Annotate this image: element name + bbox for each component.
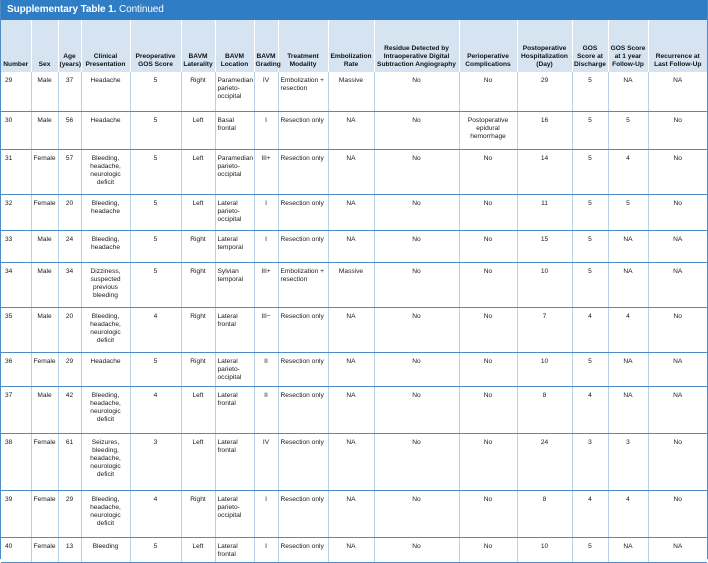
table-cell: Resection only	[278, 352, 328, 386]
table-cell: Male	[31, 307, 58, 352]
table-cell: 5	[130, 230, 181, 262]
table-cell: 5	[608, 194, 648, 230]
table-cell: 42	[58, 386, 81, 433]
table-cell: Paramedian parieto-occipital	[215, 149, 254, 194]
table-cell: Resection only	[278, 386, 328, 433]
table-cell: 8	[517, 386, 572, 433]
table-cell: No	[459, 149, 517, 194]
table-row	[1, 433, 707, 490]
table-cell: Female	[31, 352, 58, 386]
table-cell: Postoperative epidural hemorrhage	[459, 111, 517, 149]
table-row	[1, 262, 707, 307]
table-cell: Female	[31, 433, 58, 490]
data-table	[1, 20, 707, 563]
table-cell: 24	[517, 433, 572, 490]
table-cell: No	[459, 262, 517, 307]
table-cell: IV	[254, 433, 278, 490]
table-cell: 5	[130, 194, 181, 230]
table-cell: NA	[648, 386, 707, 433]
table-cell: Lateral frontal	[215, 537, 254, 562]
table-cell: 3	[130, 433, 181, 490]
table-cell: 14	[517, 149, 572, 194]
table-cell: Right	[181, 490, 215, 537]
column-header: GOS Score at 1 year Follow-Up	[608, 20, 648, 72]
table-cell: 4	[572, 386, 608, 433]
table-cell: Sylvian temporal	[215, 262, 254, 307]
table-row	[1, 230, 707, 262]
table-cell: No	[648, 149, 707, 194]
table-cell: 30	[1, 111, 31, 149]
header-row	[1, 20, 707, 72]
table-cell: Right	[181, 352, 215, 386]
table-header	[1, 20, 707, 72]
table-cell: Lateral parieto-occipital	[215, 490, 254, 537]
table-cell: NA	[608, 262, 648, 307]
table-cell: Right	[181, 307, 215, 352]
table-cell: 16	[517, 111, 572, 149]
table-cell: NA	[328, 386, 374, 433]
table-cell: No	[374, 433, 459, 490]
table-title-label: Supplementary Table 1.	[7, 4, 117, 15]
table-cell: 5	[130, 111, 181, 149]
table-cell: 29	[58, 352, 81, 386]
table-cell: II	[254, 352, 278, 386]
table-cell: II	[254, 386, 278, 433]
table-cell: 29	[517, 72, 572, 111]
table-cell: 3	[608, 433, 648, 490]
table-cell: 4	[130, 307, 181, 352]
table-row	[1, 194, 707, 230]
table-cell: NA	[648, 262, 707, 307]
table-cell: 10	[517, 537, 572, 562]
table-cell: 35	[1, 307, 31, 352]
table-cell: Resection only	[278, 149, 328, 194]
table-cell: NA	[328, 490, 374, 537]
table-cell: NA	[328, 149, 374, 194]
table-cell: No	[459, 433, 517, 490]
table-cell: Massive	[328, 72, 374, 111]
table-cell: 20	[58, 307, 81, 352]
table-cell: No	[648, 111, 707, 149]
table-cell: Left	[181, 149, 215, 194]
table-cell: No	[374, 149, 459, 194]
table-cell: Bleeding	[81, 537, 130, 562]
table-cell: Bleeding, headache	[81, 230, 130, 262]
table-cell: Paramedian parieto-occipital	[215, 72, 254, 111]
column-header: Treatment Modality	[278, 20, 328, 72]
table-cell: Left	[181, 537, 215, 562]
table-cell: Headache	[81, 111, 130, 149]
table-cell: No	[459, 307, 517, 352]
table-cell: NA	[648, 230, 707, 262]
table-cell: NA	[328, 194, 374, 230]
table-title-bar	[1, 0, 707, 20]
table-cell: NA	[328, 111, 374, 149]
table-cell: III+	[254, 149, 278, 194]
table-cell: Right	[181, 72, 215, 111]
table-cell: Right	[181, 230, 215, 262]
table-cell: No	[374, 537, 459, 562]
table-cell: NA	[608, 352, 648, 386]
table-cell: Male	[31, 230, 58, 262]
table-cell: Male	[31, 72, 58, 111]
table-row	[1, 537, 707, 562]
table-cell: Bleeding, headache, neurologic deficit	[81, 490, 130, 537]
table-cell: 4	[608, 490, 648, 537]
table-cell: 11	[517, 194, 572, 230]
table-cell: 8	[517, 490, 572, 537]
table-row	[1, 111, 707, 149]
table-cell: Male	[31, 386, 58, 433]
table-cell: 5	[130, 149, 181, 194]
table-cell: 3	[572, 433, 608, 490]
table-cell: Left	[181, 111, 215, 149]
table-cell: Left	[181, 194, 215, 230]
table-cell: Basal frontal	[215, 111, 254, 149]
table-cell: NA	[648, 537, 707, 562]
table-cell: 4	[608, 307, 648, 352]
table-cell: Embolization + resection	[278, 72, 328, 111]
table-title-suffix: Continued	[119, 4, 164, 15]
column-header: BAVM Grading	[254, 20, 278, 72]
table-row	[1, 149, 707, 194]
table-row	[1, 72, 707, 111]
table-cell: Lateral frontal	[215, 307, 254, 352]
table-cell: Right	[181, 262, 215, 307]
table-cell: 15	[517, 230, 572, 262]
table-cell: III+	[254, 262, 278, 307]
table-cell: 24	[58, 230, 81, 262]
table-cell: Resection only	[278, 537, 328, 562]
table-cell: Bleeding, headache	[81, 194, 130, 230]
table-cell: Seizures, bleeding, headache, neurologic deficit	[81, 433, 130, 490]
table-cell: 13	[58, 537, 81, 562]
column-header: Clinical Presentation	[81, 20, 130, 72]
table-cell: Resection only	[278, 433, 328, 490]
column-header: BAVM Location	[215, 20, 254, 72]
table-row	[1, 386, 707, 433]
table-cell: Male	[31, 111, 58, 149]
table-cell: Lateral temporal	[215, 230, 254, 262]
column-header: BAVM Laterality	[181, 20, 215, 72]
table-cell: 39	[1, 490, 31, 537]
table-cell: 5	[572, 149, 608, 194]
column-header: Recurrence at Last Follow-Up	[648, 20, 707, 72]
column-header: Perioperative Complications	[459, 20, 517, 72]
table-cell: 29	[58, 490, 81, 537]
table-cell: NA	[648, 72, 707, 111]
table-cell: No	[459, 230, 517, 262]
table-cell: 4	[572, 307, 608, 352]
table-cell: 29	[1, 72, 31, 111]
table-cell: I	[254, 111, 278, 149]
column-header: GOS Score at Discharge	[572, 20, 608, 72]
table-row	[1, 490, 707, 537]
table-cell: NA	[328, 307, 374, 352]
table-cell: Lateral parieto-occipital	[215, 194, 254, 230]
table-cell: 5	[572, 537, 608, 562]
table-cell: Resection only	[278, 111, 328, 149]
column-header: Postoperative Hospitalization (Day)	[517, 20, 572, 72]
table-cell: 34	[1, 262, 31, 307]
table-cell: I	[254, 490, 278, 537]
table-cell: 37	[1, 386, 31, 433]
table-cell: Lateral frontal	[215, 433, 254, 490]
table-cell: NA	[328, 230, 374, 262]
table-cell: Headache	[81, 72, 130, 111]
table-cell: NA	[648, 352, 707, 386]
table-cell: 5	[572, 352, 608, 386]
table-cell: 36	[1, 352, 31, 386]
table-cell: No	[374, 352, 459, 386]
table-cell: No	[374, 194, 459, 230]
table-cell: 5	[130, 262, 181, 307]
table-cell: No	[374, 262, 459, 307]
table-cell: Embolization + resection	[278, 262, 328, 307]
table-row	[1, 307, 707, 352]
table-cell: NA	[328, 433, 374, 490]
table-cell: 5	[130, 537, 181, 562]
table-cell: Female	[31, 490, 58, 537]
table-cell: NA	[328, 352, 374, 386]
table-cell: No	[459, 72, 517, 111]
table-cell: 5	[572, 230, 608, 262]
table-cell: No	[459, 194, 517, 230]
table-cell: 5	[572, 111, 608, 149]
table-cell: Resection only	[278, 230, 328, 262]
table-cell: Bleeding, headache, neurologic deficit	[81, 307, 130, 352]
table-cell: 32	[1, 194, 31, 230]
table-cell: No	[374, 72, 459, 111]
table-cell: 37	[58, 72, 81, 111]
table-cell: Lateral parieto-occipital	[215, 352, 254, 386]
table-cell: No	[374, 230, 459, 262]
table-cell: 4	[572, 490, 608, 537]
table-cell: NA	[608, 537, 648, 562]
table-cell: 33	[1, 230, 31, 262]
table-cell: 4	[130, 490, 181, 537]
table-cell: Female	[31, 537, 58, 562]
table-cell: No	[374, 386, 459, 433]
table-cell: Female	[31, 194, 58, 230]
table-cell: 5	[608, 111, 648, 149]
table-cell: NA	[328, 537, 374, 562]
table-cell: 5	[130, 72, 181, 111]
table-cell: III−	[254, 307, 278, 352]
column-header: Age (years)	[58, 20, 81, 72]
table-cell: Male	[31, 262, 58, 307]
table-cell: 7	[517, 307, 572, 352]
table-cell: 31	[1, 149, 31, 194]
table-cell: No	[374, 307, 459, 352]
table-cell: NA	[608, 230, 648, 262]
table-cell: Resection only	[278, 490, 328, 537]
table-cell: Headache	[81, 352, 130, 386]
column-header: Number	[3, 61, 29, 68]
table-cell: No	[374, 490, 459, 537]
table-cell: 61	[58, 433, 81, 490]
table-cell: I	[254, 537, 278, 562]
table-cell: 40	[1, 537, 31, 562]
table-cell: Dizziness, suspected previous bleeding	[81, 262, 130, 307]
table-cell: 57	[58, 149, 81, 194]
table-cell: 38	[1, 433, 31, 490]
table-cell: No	[459, 386, 517, 433]
table-cell: 4	[608, 149, 648, 194]
table-cell: 4	[130, 386, 181, 433]
table-cell: Massive	[328, 262, 374, 307]
column-header: Sex	[31, 20, 58, 72]
table-cell: 56	[58, 111, 81, 149]
table-cell: NA	[608, 386, 648, 433]
table-row	[1, 352, 707, 386]
table-cell: No	[459, 490, 517, 537]
table-cell: No	[648, 307, 707, 352]
table-cell: I	[254, 230, 278, 262]
table-cell: Female	[31, 149, 58, 194]
table-cell: Bleeding, headache, neurologic deficit	[81, 149, 130, 194]
table-cell: No	[459, 537, 517, 562]
table-cell: 20	[58, 194, 81, 230]
table-cell: Lateral frontal	[215, 386, 254, 433]
table-cell: No	[648, 194, 707, 230]
table-cell: 5	[572, 194, 608, 230]
column-header: Embolization Rate	[328, 20, 374, 72]
table-cell: 34	[58, 262, 81, 307]
column-header: Residue Detected by Intraoperative Digital Subtraction Angiography	[374, 20, 459, 72]
table-cell: IV	[254, 72, 278, 111]
table-cell: I	[254, 194, 278, 230]
table-cell: No	[459, 352, 517, 386]
table-body	[1, 72, 707, 562]
table-cell: Bleeding, headache, neurologic deficit	[81, 386, 130, 433]
table-cell: 5	[572, 72, 608, 111]
table-cell: NA	[608, 72, 648, 111]
table-cell: No	[648, 490, 707, 537]
table-cell: 10	[517, 262, 572, 307]
table-cell: 5	[130, 352, 181, 386]
table-cell: Resection only	[278, 194, 328, 230]
table-cell: No	[374, 111, 459, 149]
column-header: Preoperative GOS Score	[130, 20, 181, 72]
table-cell: Left	[181, 386, 215, 433]
table-cell: 5	[572, 262, 608, 307]
table-cell: Left	[181, 433, 215, 490]
table-cell: 10	[517, 352, 572, 386]
table-cell: No	[648, 433, 707, 490]
table-cell: Resection only	[278, 307, 328, 352]
